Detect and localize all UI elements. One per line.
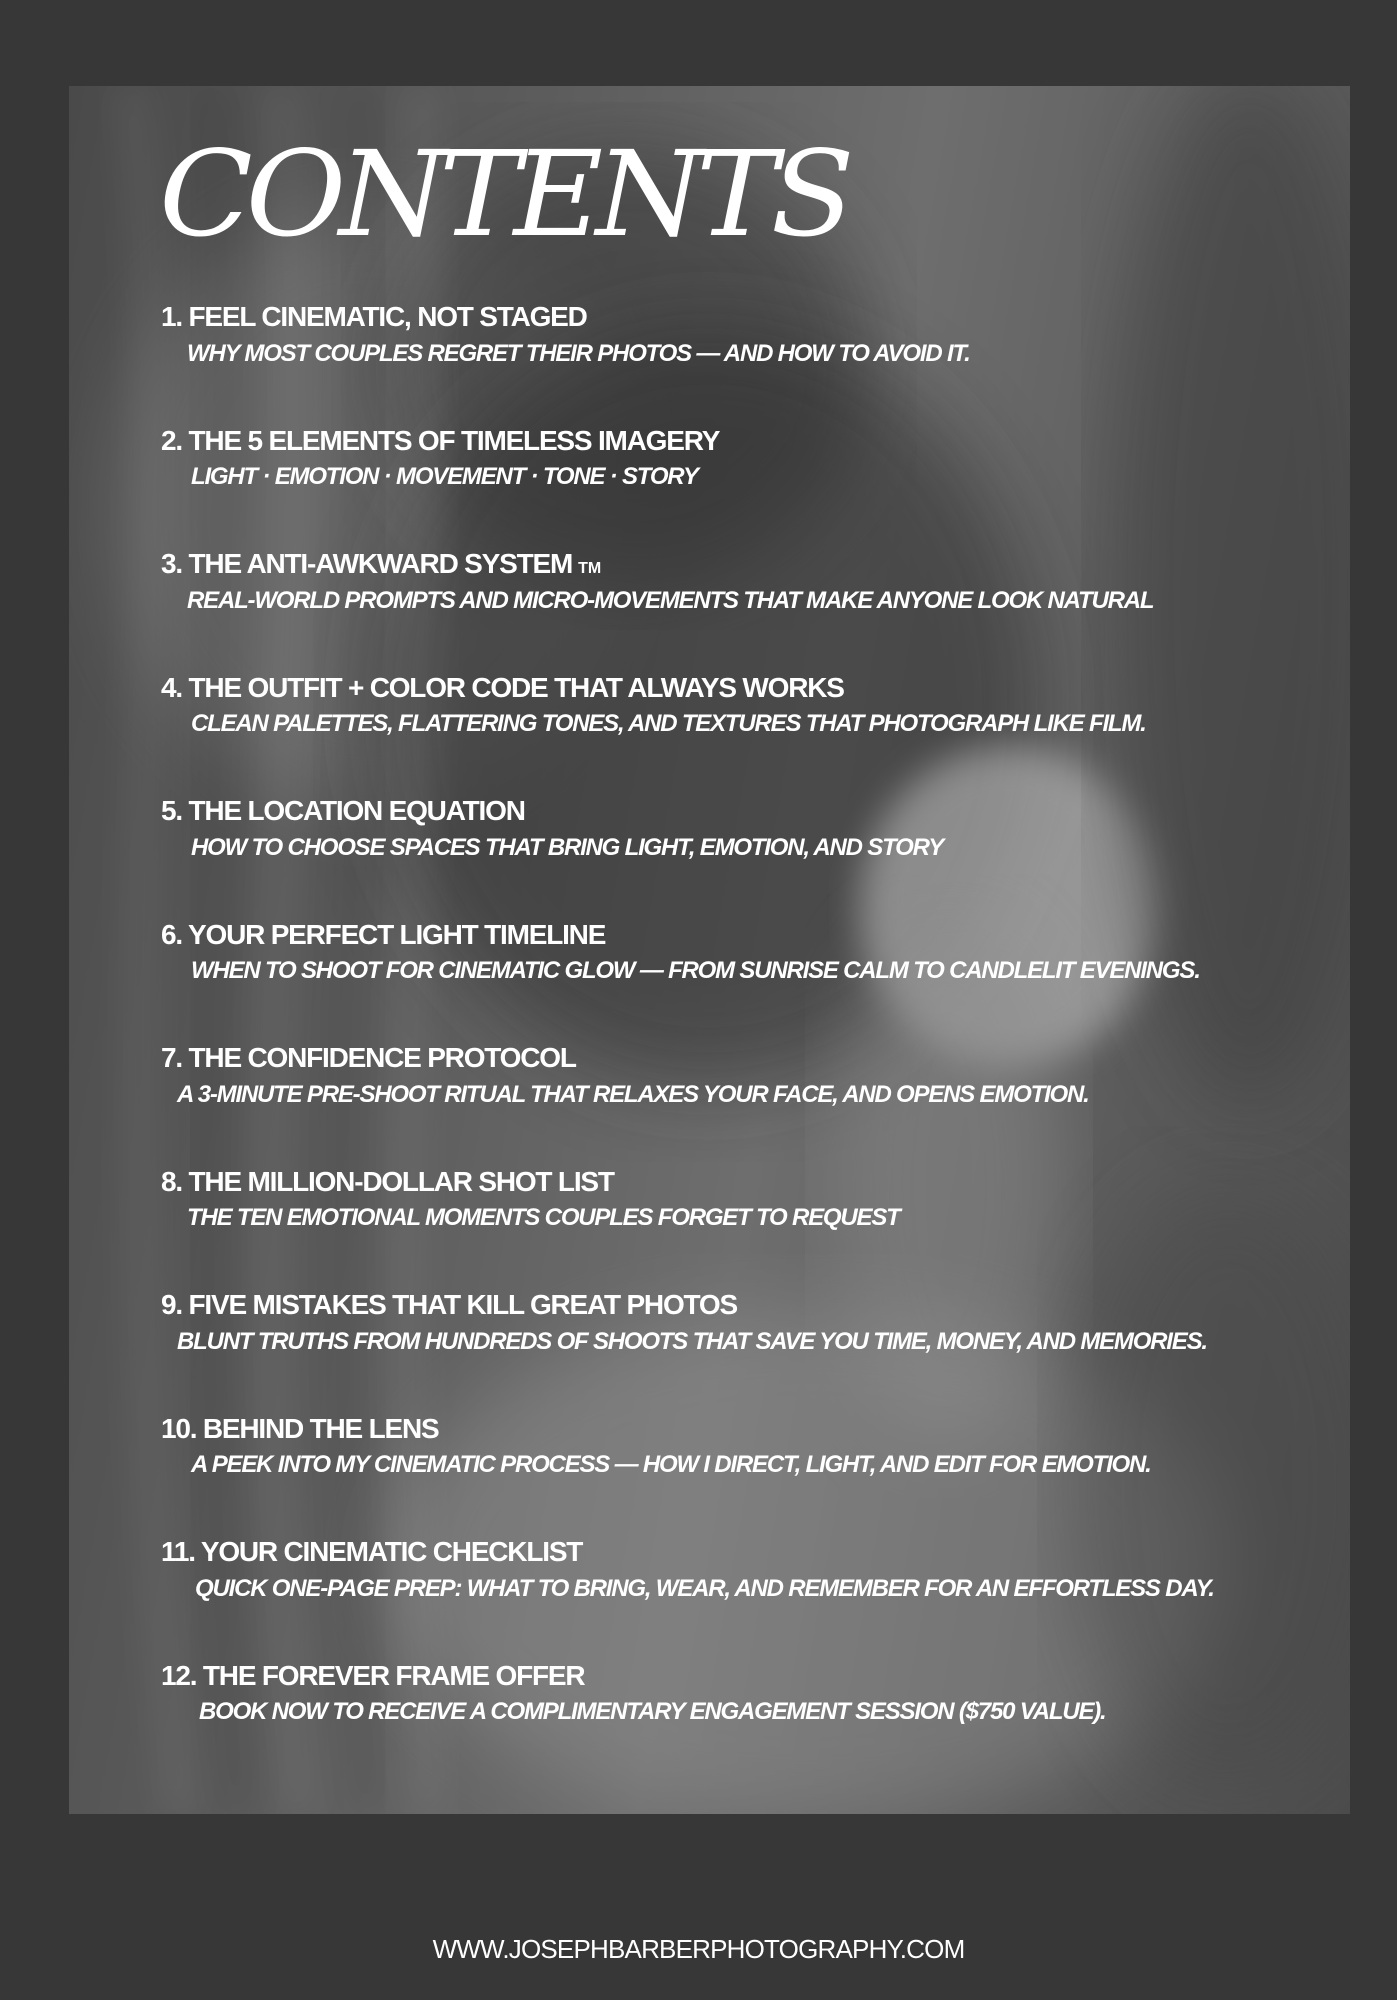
- entry-subtitle: THE TEN EMOTIONAL MOMENTS COUPLES FORGET TO REQUEST: [187, 1204, 900, 1232]
- contents-entry-1: [161, 300, 1341, 424]
- contents-entry-9: [161, 1288, 1341, 1412]
- entry-subtitle: QUICK ONE-PAGE PREP: WHAT TO BRING, WEAR, AND REMEMBER FOR AN EFFORTLESS DAY.: [195, 1574, 1214, 1602]
- entry-subtitle: WHEN TO SHOOT FOR CINEMATIC GLOW — FROM SUNRISE CALM TO CANDLELIT EVENINGS.: [191, 957, 1200, 985]
- contents-entry-4: [161, 671, 1341, 795]
- entry-subtitle: A PEEK INTO MY CINEMATIC PROCESS — HOW I DIRECT, LIGHT, AND EDIT FOR EMOTION.: [191, 1451, 1151, 1479]
- entry-subtitle: A 3-MINUTE PRE-SHOOT RITUAL THAT RELAXES YOUR FACE, AND OPENS EMOTION.: [177, 1080, 1089, 1108]
- entry-heading: 2. THE 5 ELEMENTS OF TIMELESS IMAGERY: [161, 424, 720, 456]
- contents-entry-6: [161, 918, 1341, 1042]
- contents-entry-12: [161, 1659, 1341, 1783]
- entry-heading: 11. YOUR CINEMATIC CHECKLIST: [161, 1536, 583, 1567]
- entry-heading: 12. THE FOREVER FRAME OFFER: [161, 1659, 585, 1691]
- entry-heading-row: [161, 547, 1341, 581]
- contents-entry-2: [161, 424, 1341, 548]
- contents-panel: [69, 86, 1350, 1814]
- contents-entry-10: [161, 1412, 1341, 1536]
- entry-heading: 1. FEEL CINEMATIC, NOT STAGED: [161, 301, 587, 332]
- contents-entry-11: [161, 1535, 1341, 1659]
- entry-heading: 6. YOUR PERFECT LIGHT TIMELINE: [161, 918, 606, 950]
- entry-subtitle: HOW TO CHOOSE SPACES THAT BRING LIGHT, EMOTION, AND STORY: [191, 833, 944, 861]
- entry-heading: 8. THE MILLION-DOLLAR SHOT LIST: [161, 1165, 614, 1197]
- contents-entry-7: [161, 1041, 1341, 1165]
- entry-heading: 5. THE LOCATION EQUATION: [161, 795, 525, 826]
- entry-heading: 10. BEHIND THE LENS: [161, 1412, 439, 1444]
- entry-subtitle: LIGHT · EMOTION · MOVEMENT · TONE · STORY: [191, 463, 698, 491]
- entry-subtitle: REAL-WORLD PROMPTS AND MICRO-MOVEMENTS THAT MAKE ANYONE LOOK NATURAL: [187, 586, 1154, 614]
- entry-heading: 7. THE CONFIDENCE PROTOCOL: [161, 1042, 576, 1073]
- entry-subtitle: CLEAN PALETTES, FLATTERING TONES, AND TEXTURES THAT PHOTOGRAPH LIKE FILM.: [191, 710, 1146, 738]
- contents-entry-3: [161, 547, 1341, 671]
- entry-heading: 4. THE OUTFIT + COLOR CODE THAT ALWAYS WORKS: [161, 671, 844, 703]
- entry-heading: 9. FIVE MISTAKES THAT KILL GREAT PHOTOS: [161, 1289, 737, 1320]
- contents-list: [161, 300, 1341, 1782]
- entry-heading: 3. THE ANTI-AWKWARD SYSTEM: [161, 548, 573, 579]
- contents-entry-5: [161, 794, 1341, 918]
- contents-entry-8: [161, 1165, 1341, 1289]
- contents-title: CONTENTS: [159, 125, 848, 263]
- entry-subtitle: WHY MOST COUPLES REGRET THEIR PHOTOS — AND HOW TO AVOID IT.: [187, 339, 970, 367]
- entry-subtitle: BOOK NOW TO RECEIVE A COMPLIMENTARY ENGAGEMENT SESSION ($750 VALUE).: [199, 1698, 1106, 1726]
- trademark-mark: TM: [578, 560, 602, 577]
- entry-subtitle: BLUNT TRUTHS FROM HUNDREDS OF SHOOTS THAT SAVE YOU TIME, MONEY, AND MEMORIES.: [177, 1327, 1207, 1355]
- website-url: WWW.JOSEPHBARBERPHOTOGRAPHY.COM: [432, 1934, 965, 1964]
